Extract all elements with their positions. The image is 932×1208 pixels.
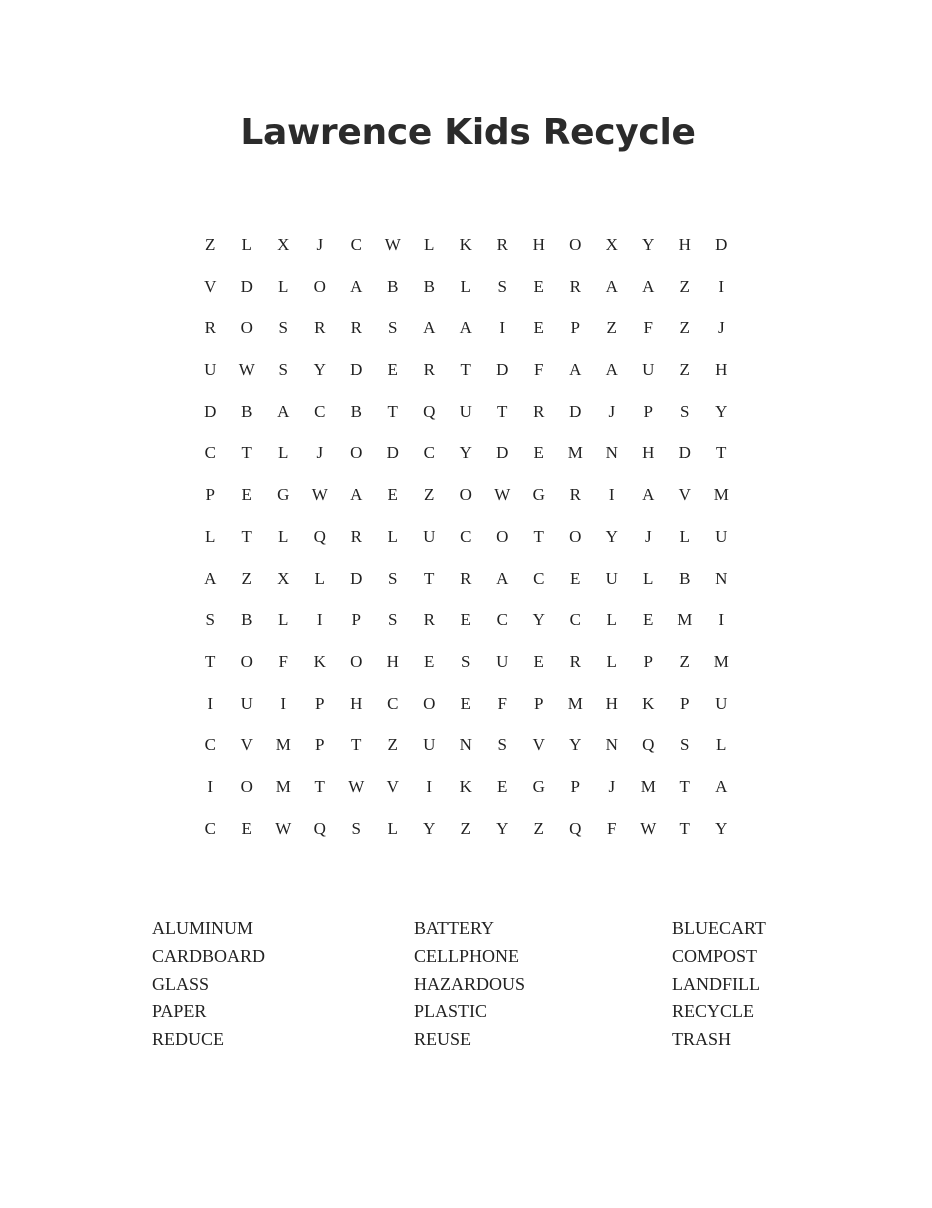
grid-cell: L (460, 276, 471, 296)
grid-cell: L (278, 443, 289, 463)
grid-cell: K (459, 776, 472, 796)
grid-cell: C (204, 443, 216, 463)
grid-cell: C (533, 568, 545, 588)
grid-cell: A (277, 401, 290, 421)
grid-cell: Y (715, 818, 728, 838)
word-item: BATTERY (414, 918, 495, 938)
grid-cell: T (716, 443, 727, 463)
grid-cell: L (387, 818, 398, 838)
grid-cell: L (716, 735, 727, 755)
word-item: GLASS (152, 973, 210, 994)
grid-cell: S (461, 651, 471, 671)
grid-cell: I (207, 693, 214, 713)
grid-cell: T (241, 526, 252, 546)
grid-cell: M (677, 610, 693, 630)
grid-cell: J (316, 443, 324, 463)
grid-cell: Z (679, 318, 690, 338)
grid-cell: V (240, 735, 253, 755)
grid-cell: T (351, 735, 362, 755)
grid-cell: U (423, 735, 436, 755)
word-item: PAPER (152, 1001, 207, 1022)
grid-cell: N (715, 568, 728, 588)
grid-cell: C (569, 610, 581, 630)
grid-cell: P (680, 693, 690, 713)
grid-cell: M (713, 651, 729, 671)
grid-cell: D (715, 235, 728, 254)
grid-cell: D (386, 443, 399, 463)
grid-cell: E (460, 610, 471, 630)
word-list-column (672, 915, 766, 1054)
word-item: REDUCE (152, 1029, 224, 1050)
grid-cell: J (644, 526, 652, 546)
grid-cell: C (350, 235, 362, 254)
grid-cell: L (606, 651, 617, 671)
grid-cell: Y (313, 360, 326, 380)
grid-row (192, 650, 740, 692)
grid-cell: T (460, 360, 471, 380)
grid-cell: E (497, 776, 508, 796)
grid-cell: O (240, 651, 253, 671)
grid-cell: P (570, 318, 580, 338)
grid-cell: B (387, 276, 399, 296)
grid-cell: H (715, 360, 728, 380)
grid-cell: L (679, 526, 690, 546)
grid-cell: E (533, 443, 544, 463)
grid-cell: W (275, 818, 292, 838)
grid-cell: R (569, 485, 581, 505)
grid-cell: Z (460, 818, 471, 838)
word-list-column (414, 915, 525, 1054)
grid-cell: F (534, 360, 544, 380)
grid-cell: R (423, 610, 435, 630)
grid-cell: I (608, 485, 615, 505)
grid-cell: I (280, 693, 287, 713)
grid-row (192, 441, 740, 483)
grid-row (192, 692, 740, 734)
grid-cell: Y (423, 818, 436, 838)
grid-row (192, 275, 740, 317)
grid-cell: D (350, 360, 363, 380)
grid-cell: V (386, 776, 399, 796)
grid-cell: C (204, 818, 216, 838)
grid-cell: L (278, 526, 289, 546)
grid-row (192, 233, 740, 275)
grid-cell: Q (642, 735, 655, 755)
grid-cell: H (678, 235, 691, 254)
grid-cell: Z (606, 318, 617, 338)
grid-cell: S (388, 318, 398, 338)
grid-cell: E (424, 651, 435, 671)
grid-cell: P (315, 693, 325, 713)
grid-cell: U (715, 526, 728, 546)
grid-cell: A (459, 318, 472, 338)
grid-cell: C (496, 610, 508, 630)
grid-cell: R (350, 318, 362, 338)
grid-cell: T (679, 776, 690, 796)
grid-cell: S (278, 318, 288, 338)
grid-cell: M (713, 485, 729, 505)
grid-cell: I (426, 776, 433, 796)
grid-cell: O (569, 526, 582, 546)
grid-cell: R (496, 235, 508, 254)
grid-cell: F (278, 651, 288, 671)
grid-cell: Z (241, 568, 252, 588)
word-list-column (152, 915, 265, 1054)
grid-cell: R (460, 568, 472, 588)
grid-cell: B (350, 401, 362, 421)
grid-row (192, 483, 740, 525)
grid-cell: Y (459, 443, 472, 463)
grid-cell: K (313, 651, 326, 671)
grid-cell: X (605, 235, 618, 254)
grid-cell: L (387, 526, 398, 546)
grid-cell: I (207, 776, 214, 796)
grid-cell: E (241, 485, 252, 505)
grid-cell: S (278, 360, 288, 380)
grid-cell: C (423, 443, 435, 463)
grid-cell: P (643, 651, 653, 671)
grid-cell: H (350, 693, 363, 713)
grid-cell: P (534, 693, 544, 713)
grid-cell: Z (205, 235, 216, 254)
grid-cell: M (275, 735, 291, 755)
grid-cell: F (497, 693, 507, 713)
grid-cell: U (715, 693, 728, 713)
grid-cell: C (460, 526, 472, 546)
grid-cell: U (459, 401, 472, 421)
grid-cell: Z (424, 485, 435, 505)
grid-cell: B (679, 568, 691, 588)
grid-cell: S (497, 735, 507, 755)
word-item: RECYCLE (672, 1001, 755, 1022)
grid-cell: U (204, 360, 217, 380)
grid-cell: Q (313, 526, 326, 546)
grid-cell: J (608, 401, 616, 421)
grid-cell: Z (679, 651, 690, 671)
grid-cell: T (314, 776, 325, 796)
grid-cell: L (606, 610, 617, 630)
grid-cell: E (387, 360, 398, 380)
grid-cell: I (316, 610, 323, 630)
grid-cell: J (717, 318, 725, 338)
grid-cell: Y (642, 235, 655, 254)
grid-cell: O (496, 526, 509, 546)
grid-cell: E (460, 693, 471, 713)
grid-cell: E (533, 276, 544, 296)
grid-cell: W (348, 776, 365, 796)
grid-cell: D (496, 360, 509, 380)
grid-cell: A (642, 485, 655, 505)
grid-cell: T (533, 526, 544, 546)
grid-cell: O (350, 651, 363, 671)
grid-cell: C (387, 693, 399, 713)
word-list (0, 915, 932, 1065)
grid-cell: S (205, 610, 215, 630)
grid-cell: N (459, 735, 472, 755)
grid-row (192, 817, 740, 859)
grid-cell: O (423, 693, 436, 713)
grid-cell: M (640, 776, 656, 796)
grid-cell: Q (569, 818, 582, 838)
grid-cell: O (240, 776, 253, 796)
grid-cell: A (642, 276, 655, 296)
grid-cell: A (350, 276, 363, 296)
word-item: COMPOST (672, 945, 758, 966)
grid-cell: L (278, 276, 289, 296)
grid-cell: U (496, 651, 509, 671)
grid-row (192, 400, 740, 442)
grid-cell: Y (532, 610, 545, 630)
grid-cell: T (241, 443, 252, 463)
grid-row (192, 733, 740, 775)
grid-cell: D (678, 443, 691, 463)
grid-cell: P (643, 401, 653, 421)
grid-cell: L (643, 568, 654, 588)
grid-cell: D (204, 401, 217, 421)
grid-cell: G (532, 485, 545, 505)
grid-cell: P (570, 776, 580, 796)
grid-cell: N (605, 443, 618, 463)
grid-cell: C (204, 735, 216, 755)
grid-cell: Y (605, 526, 618, 546)
grid-cell: U (605, 568, 618, 588)
grid-cell: R (423, 360, 435, 380)
grid-cell: Z (679, 360, 690, 380)
grid-cell: R (569, 276, 581, 296)
grid-cell: F (607, 818, 617, 838)
grid-cell: Q (313, 818, 326, 838)
page-title: Lawrence Kids Recycle (240, 112, 696, 153)
word-item: CARDBOARD (152, 945, 266, 966)
grid-cell: R (314, 318, 326, 338)
grid-cell: Y (496, 818, 509, 838)
grid-cell: J (608, 776, 616, 796)
word-item: TRASH (672, 1029, 732, 1050)
grid-cell: S (351, 818, 361, 838)
grid-cell: Z (533, 818, 544, 838)
word-item: LANDFILL (672, 973, 760, 994)
word-item: BLUECART (672, 918, 766, 938)
grid-cell: C (314, 401, 326, 421)
grid-cell: W (640, 818, 657, 838)
grid-cell: Q (423, 401, 436, 421)
grid-cell: T (679, 818, 690, 838)
grid-cell: O (240, 318, 253, 338)
grid-cell: S (680, 735, 690, 755)
grid-cell: O (459, 485, 472, 505)
grid-cell: J (316, 235, 324, 254)
grid-cell: K (642, 693, 655, 713)
grid-cell: S (388, 610, 398, 630)
grid-cell: I (718, 276, 725, 296)
grid-cell: X (277, 235, 290, 254)
grid-row (192, 525, 740, 567)
grid-cell: D (240, 276, 253, 296)
grid-cell: W (384, 235, 401, 254)
grid-cell: G (277, 485, 290, 505)
grid-cell: T (497, 401, 508, 421)
grid-cell: U (423, 526, 436, 546)
grid-cell: G (532, 776, 545, 796)
grid-cell: E (533, 318, 544, 338)
grid-cell: S (388, 568, 398, 588)
grid-row (192, 567, 740, 609)
grid-cell: P (351, 610, 361, 630)
grid-cell: U (642, 360, 655, 380)
grid-cell: L (241, 235, 252, 254)
word-item: PLASTIC (414, 1001, 488, 1022)
grid-row (192, 316, 740, 358)
grid-cell: I (718, 610, 725, 630)
grid-cell: V (678, 485, 691, 505)
grid-cell: R (350, 526, 362, 546)
word-item: CELLPHONE (414, 945, 519, 966)
grid-cell: E (241, 818, 252, 838)
grid-cell: M (275, 776, 291, 796)
grid-cell: O (313, 276, 326, 296)
grid-cell: T (387, 401, 398, 421)
grid-cell: D (569, 401, 582, 421)
grid-cell: V (204, 276, 217, 296)
grid-cell: E (387, 485, 398, 505)
grid-cell: A (715, 776, 728, 796)
grid-cell: H (386, 651, 399, 671)
grid-cell: H (532, 235, 545, 254)
grid-cell: R (204, 318, 216, 338)
grid-row (192, 608, 740, 650)
grid-cell: E (570, 568, 581, 588)
grid-cell: N (605, 735, 618, 755)
grid-cell: S (497, 276, 507, 296)
grid-cell: T (205, 651, 216, 671)
grid-cell: S (680, 401, 690, 421)
grid-cell: H (605, 693, 618, 713)
grid-cell: R (569, 651, 581, 671)
grid-cell: X (277, 568, 290, 588)
word-item: HAZARDOUS (414, 973, 526, 994)
grid-cell: K (459, 235, 472, 254)
grid-cell: O (569, 235, 582, 254)
grid-cell: P (205, 485, 215, 505)
grid-cell: W (238, 360, 255, 380)
grid-cell: B (241, 401, 253, 421)
grid-row (192, 358, 740, 400)
grid-cell: H (642, 443, 655, 463)
grid-cell: D (350, 568, 363, 588)
word-item: ALUMINUM (152, 918, 253, 938)
grid-cell: A (350, 485, 363, 505)
grid-cell: L (205, 526, 216, 546)
grid-cell: E (533, 651, 544, 671)
grid-cell: M (567, 693, 583, 713)
grid-cell: Y (569, 735, 582, 755)
grid-cell: A (496, 568, 509, 588)
grid-cell: P (315, 735, 325, 755)
word-item: REUSE (414, 1029, 472, 1050)
grid-cell: A (605, 276, 618, 296)
grid-cell: D (496, 443, 509, 463)
grid-cell: W (494, 485, 511, 505)
grid-cell: A (423, 318, 436, 338)
grid-cell: B (241, 610, 253, 630)
grid-cell: A (605, 360, 618, 380)
grid-cell: I (499, 318, 506, 338)
grid-cell: A (569, 360, 582, 380)
grid-row (192, 775, 740, 817)
grid-cell: M (567, 443, 583, 463)
grid-cell: F (643, 318, 653, 338)
grid-cell: L (424, 235, 435, 254)
grid-cell: T (424, 568, 435, 588)
grid-cell: A (204, 568, 217, 588)
grid-cell: W (311, 485, 328, 505)
grid-cell: L (314, 568, 325, 588)
grid-cell: U (240, 693, 253, 713)
grid-cell: R (533, 401, 545, 421)
grid-cell: O (350, 443, 363, 463)
grid-cell: E (643, 610, 654, 630)
grid-cell: B (423, 276, 435, 296)
grid-cell: Y (715, 401, 728, 421)
grid-cell: Z (387, 735, 398, 755)
grid-cell: L (278, 610, 289, 630)
grid-cell: Z (679, 276, 690, 296)
word-search-grid (192, 233, 740, 858)
grid-cell: V (532, 735, 545, 755)
